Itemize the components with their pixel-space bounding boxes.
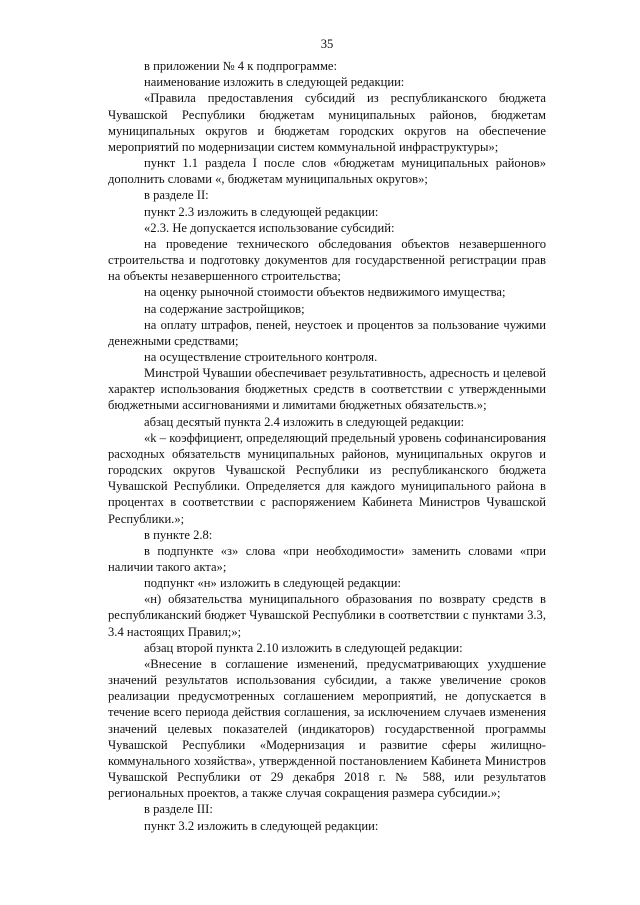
paragraph: наименование изложить в следующей редакции: <box>144 75 405 90</box>
document-body <box>108 58 546 834</box>
paragraph: пункт 1.1 раздела I после слов «бюджетам муниципальных районов» дополнить словами «, бюджетам муниципальных округов»; <box>108 156 546 187</box>
paragraph: «2.3. Не допускается использование субсидий: <box>144 220 395 235</box>
paragraph: абзац второй пункта 2.10 изложить в следующей редакции: <box>144 640 463 655</box>
paragraph: Минстрой Чувашии обеспечивает результативность, адресность и целевой характер использования бюджетных средств в соответствии с утвержденными бюджетными ассигнованиями и лимитами бюджетных обязательств.»; <box>108 366 546 413</box>
paragraph: в приложении № 4 к подпрограмме: <box>144 59 338 74</box>
page-number: 35 <box>320 37 334 51</box>
paragraph: «Внесение в соглашение изменений, предусматривающих ухудшение значений результатов использования субсидии, а также увеличение сроков реализации предусмотренных соглашением мероприятий, не допускается в течение всего периода действия соглашения, за исключением случаев изменения значений целевых показателей (индикаторов) государственной программы Чувашской Республики «Модернизация и развитие сферы жилищно-коммунального хозяйства», утвержденной постановлением Кабинета Министров Чувашской Республики от 29 декабря 2018 г. № 588, или результатов региональных проектов, а также случая сокращения размера субсидии.»; <box>108 656 546 801</box>
paragraph: на содержание застройщиков; <box>144 301 305 316</box>
paragraph: «н) обязательства муниципального образования по возврату средств в республиканский бюджет Чувашской Республики в соответствии с пунктами 3.3, 3.4 настоящих Правил;»; <box>108 592 546 639</box>
paragraph: «Правила предоставления субсидий из республиканского бюджета Чувашской Республики бюджетам муниципальных районов, бюджетам муниципальных округов и бюджетам городских округов на обеспечение мероприятий по модернизации систем коммунальной инфраструктуры»; <box>108 91 546 154</box>
paragraph: в пункте 2.8: <box>144 527 213 542</box>
paragraph: «k – коэффициент, определяющий предельный уровень софинансирования расходных обязательств муниципальных районов, муниципальных округов и городских округов Чувашской Республики из республиканского бюджета Чувашской Республики. Определяется для каждого муниципального района в процентах в соответствии с распоряжением Кабинета Министров Чувашской Республики.»; <box>108 430 546 526</box>
paragraph: на оценку рыночной стоимости объектов недвижимого имущества; <box>144 285 506 300</box>
paragraph: в разделе III: <box>144 802 213 817</box>
paragraph: на осуществление строительного контроля. <box>144 349 378 364</box>
document-page <box>108 36 546 834</box>
paragraph: подпункт «н» изложить в следующей редакции: <box>144 576 401 591</box>
paragraph: в подпункте «з» слова «при необходимости» заменить словами «при наличии такого акта»; <box>108 543 546 574</box>
paragraph: в разделе II: <box>144 188 209 203</box>
paragraph: на оплату штрафов, пеней, неустоек и процентов за пользование чужими денежными средствами; <box>108 317 546 348</box>
paragraph: пункт 2.3 изложить в следующей редакции: <box>144 204 379 219</box>
paragraph: абзац десятый пункта 2.4 изложить в следующей редакции: <box>144 414 465 429</box>
paragraph: на проведение технического обследования объектов незавершенного строительства и подготовку документов для государственной регистрации прав на объекты незавершенного строительства; <box>108 236 546 284</box>
paragraph: пункт 3.2 изложить в следующей редакции: <box>144 818 379 833</box>
